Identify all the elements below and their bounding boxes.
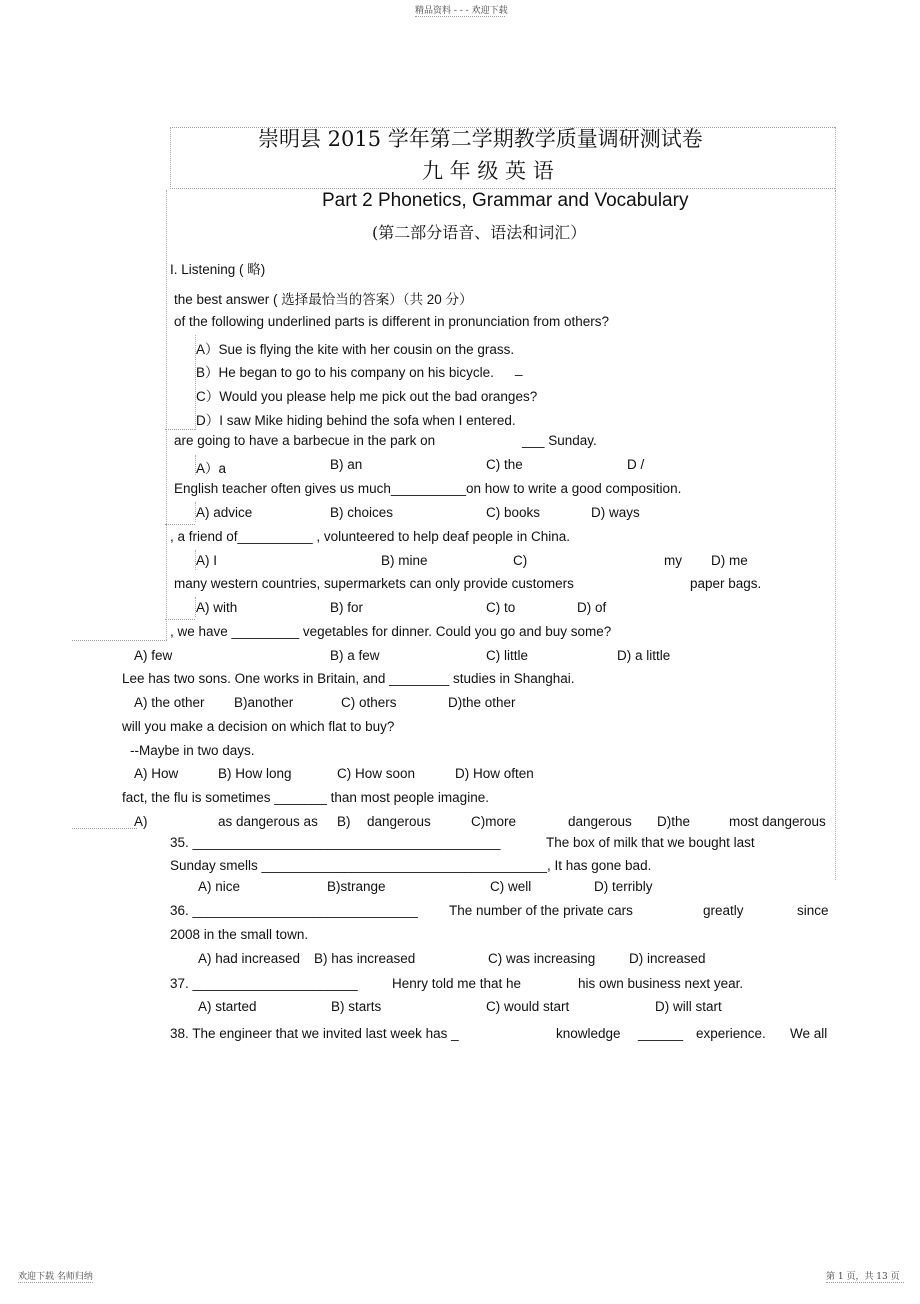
q4-option-c-word: my [664,553,682,568]
q2-option-d: D / [627,457,645,472]
q2-option-c: C) the [486,457,523,472]
q38-stem-knowledge: knowledge [556,1026,621,1041]
q2-option-a: A）a [196,461,227,476]
q6-option-b: B) a few [330,648,380,663]
q8-reply: --Maybe in two days. [130,743,255,758]
margin-rule-1 [72,640,167,641]
q7-stem: Lee has two sons. One works in Britain, and ________ studies in Shanghai. [122,671,575,686]
q5-stem-tail: paper bags. [690,576,762,591]
q5-option-d: D) of [577,600,607,615]
q1-b-mark: _ [515,361,523,376]
q37-number: 37. ______________________ [170,976,358,991]
q5-option-c: C) to [486,600,516,615]
q36-stem-line2: 2008 in the small town. [170,927,309,942]
q5-option-a: A) with [196,600,238,615]
part-title-cn: (第二部分语音、语法和词汇） [372,223,587,242]
q3-option-c: C) books [486,505,541,520]
q8-stem: will you make a decision on which flat to buy? [122,719,395,734]
q1-option-c: C）Would you please help me pick out the bad oranges? [196,389,538,404]
q36-stem: The number of the private cars [449,903,633,918]
q35-stem: The box of milk that we bought last [546,835,755,850]
q36-option-c: C) was increasing [488,951,596,966]
q9-option-a-text: as dangerous as [218,814,318,829]
q37-stem: Henry told me that he [392,976,522,991]
section-best-answer: the best answer ( 选择最恰当的答案）（共 20 分） [174,292,473,307]
q35-option-d: D) terribly [594,879,653,894]
part-title: Part 2 Phonetics, Grammar and Vocabulary [322,190,689,211]
q35-option-a: A) nice [198,879,241,894]
footer-page-number: 第 1 页，共 13 页 [826,1272,900,1282]
q9-option-c: C)more [471,814,517,829]
q35-number: 35. _________________________________________ [170,835,501,850]
q38-stem-experience: experience. [696,1026,766,1041]
q35-option-b: B)strange [327,879,386,894]
frame-right-body [835,190,836,880]
q3-option-a: A) advice [196,505,253,520]
frame-right-top [835,127,836,189]
q2-option-b: B) an [330,457,363,472]
q35-option-c: C) well [490,879,532,894]
q3-option-d: D) ways [591,505,640,520]
indent-rule-2 [165,524,195,525]
q6-option-c: C) little [486,648,529,663]
q9-option-d-text: most dangerous [729,814,826,829]
top-note: 精品资料 - - - 欢迎下载 [415,6,508,16]
q8-option-d: D) How often [455,766,534,781]
question-underline-intro: of the following underlined parts is different in pronunciation from others? [174,314,610,329]
q37-stem-tail: his own business next year. [578,976,744,991]
q4-option-b: B) mine [381,553,428,568]
footer-right-rule [826,1282,904,1283]
q6-option-a: A) few [134,648,173,663]
q35-stem-line2: Sunday smells ______________________________________ [170,858,547,873]
q7-option-b: B)another [234,695,294,710]
top-note-rule [415,16,505,17]
q36-option-d: D) increased [629,951,706,966]
q4-stem: , a friend of__________ , volunteered to help deaf people in China. [170,529,571,544]
q1-option-a: A）Sue is flying the kite with her cousin on the grass. [196,342,515,357]
q37-option-d: D) will start [655,999,722,1014]
q7-option-c: C) others [341,695,397,710]
section-listening: I. Listening ( 略) [170,262,266,277]
q38-stem-blank: ______ [638,1026,684,1041]
q8-option-c: C) How soon [337,766,416,781]
q4-option-a: A) I [196,553,218,568]
q9-option-c-text: dangerous [568,814,632,829]
exam-title: 崇明县 2015 学年第二学期教学质量调研测试卷 [258,127,703,151]
q2-stem: are going to have a barbecue in the park on [174,433,436,448]
q6-option-d: D) a little [617,648,671,663]
q3-stem: English teacher often gives us much__________on how to write a good composition. [174,481,682,496]
q36-number: 36. ______________________________ [170,903,418,918]
footer-left: 欢迎下载 名师归纳 [18,1272,93,1282]
q9-stem: fact, the flu is sometimes _______ than most people imagine. [122,790,489,805]
q38-stem-weall: We all [790,1026,828,1041]
q8-option-a: A) How [134,766,179,781]
q37-option-a: A) started [198,999,257,1014]
q36-option-b: B) has increased [314,951,416,966]
q35-stem-tail: , It has gone bad. [547,858,652,873]
q9-option-b: B) [337,814,351,829]
q5-stem: many western countries, supermarkets can only provide customers [174,576,574,591]
q2-stem-tail: ___ Sunday. [522,433,597,448]
q4-option-c: C) [513,553,528,568]
q9-option-a: A) [134,814,148,829]
q36-stem-since: since [797,903,829,918]
q4-option-d: D) me [711,553,748,568]
q1-option-d: D）I saw Mike hiding behind the sofa when I entered. [196,413,516,428]
q38-stem: 38. The engineer that we invited last week has _ [170,1026,459,1041]
footer-left-rule [18,1282,93,1283]
q36-stem-greatly: greatly [703,903,744,918]
indent-rule-3 [165,619,195,620]
subject-title: 九 年 级 英 语 [422,159,554,183]
q3-option-b: B) choices [330,505,394,520]
q37-option-b: B) starts [331,999,382,1014]
q6-stem: , we have _________ vegetables for dinner. Could you go and buy some? [170,624,612,639]
q7-option-d: D)the other [448,695,516,710]
indent-rule-1 [165,429,195,430]
frame-left-body [166,190,167,640]
q1-option-b: B）He began to go to his company on his bicycle. [196,365,494,380]
frame-left-top [170,127,171,189]
q9-option-b-text: dangerous [367,814,431,829]
q36-option-a: A) had increased [198,951,301,966]
q7-option-a: A) the other [134,695,205,710]
q5-option-b: B) for [330,600,364,615]
frame-mid-rule [170,188,835,189]
q37-option-c: C) would start [486,999,570,1014]
q8-option-b: B) How long [218,766,292,781]
margin-rule-2 [72,828,137,829]
q9-option-d: D)the [657,814,691,829]
